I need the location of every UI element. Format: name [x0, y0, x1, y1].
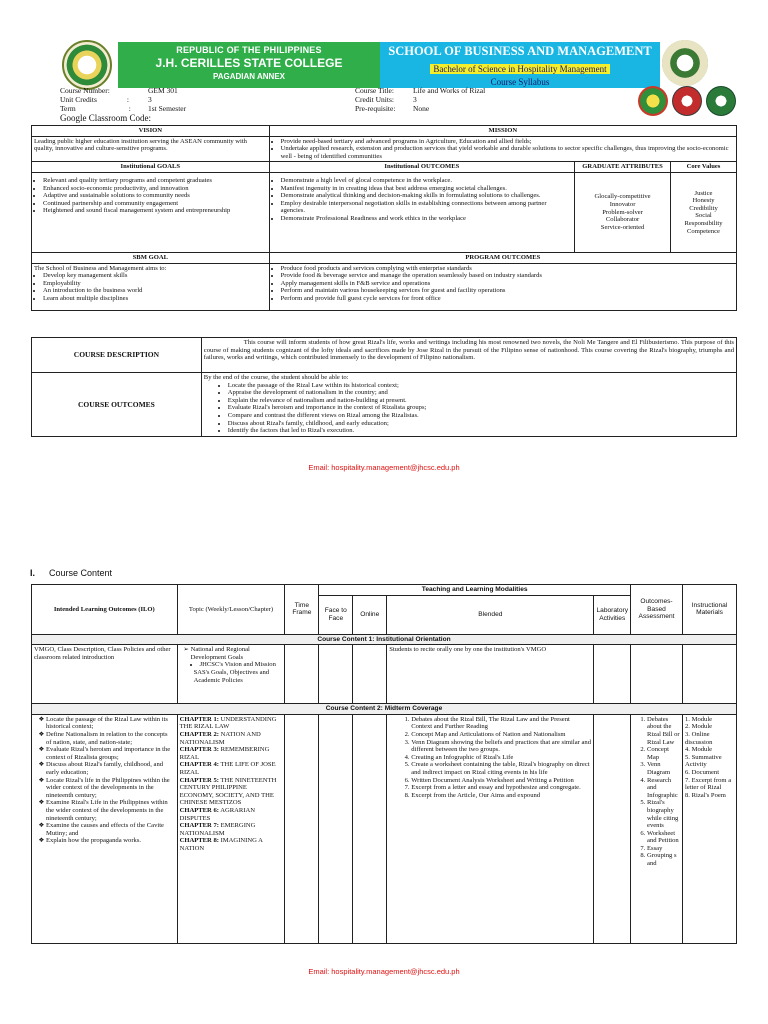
course-number-label: Course Number:	[60, 86, 110, 95]
assessment-header: Outcomes-Based Assessment	[631, 585, 683, 635]
cc1-ilo: VMGO, Class Description, Class Policies and other classroom related introduction	[32, 645, 178, 704]
cc2-f2f-cell	[319, 714, 353, 943]
cc2-ilo-item: ❖ Locate the passage of the Rizal Law within its historical context;	[46, 716, 175, 731]
section-heading	[30, 568, 112, 578]
cc2-lab-cell	[594, 714, 631, 943]
mission-item: • Undertake applied research, extension and production services that yield workable and durable solutions to sector specific challenges, thus improving the socio-economic well - being of identified communities	[281, 145, 734, 160]
cc2-blended-item: 6. Written Document Analysis Worksheet and Writing a Petition	[411, 777, 591, 785]
cc2-material-item: 3. Online discussion	[685, 730, 713, 746]
cc2-material-item: 5. Summative Activity	[685, 753, 722, 769]
prerequisite-label: Pre-requisite:	[355, 104, 396, 113]
outcomes-list	[272, 177, 572, 223]
program-outcome-item: • Perform and maintain various housekeeping services for guest and facility operations	[281, 287, 734, 295]
online-header: Online	[353, 595, 387, 634]
cc2-blended-item: 2. Concept Map and Articulations of Nation and Nationalism	[411, 731, 591, 739]
college-seal-logo	[62, 40, 112, 90]
course-number-value: GEM 301	[148, 86, 178, 95]
cc2-assessment-item: 8. Grouping s and	[647, 852, 680, 867]
vision-heading: VISION	[32, 126, 270, 137]
cc2-topic-item: CHAPTER 2: NATION AND NATIONALISM	[179, 730, 261, 746]
cc1-topic-list	[180, 646, 283, 661]
cc1-blended: Students to recite orally one by one the institution's VMGO	[387, 645, 594, 704]
cc2-material-item: 4. Module	[685, 746, 713, 754]
laboratory-header: Laboratory Activities	[594, 595, 631, 634]
badge-logo-2	[672, 86, 702, 116]
goal-item: • Continued partnership and community engagement	[43, 200, 267, 208]
sbm-goal-item: • Employability	[43, 280, 267, 288]
cc2-assessment-item: 1. Debates about the Rizal Bill or Rizal Law	[647, 716, 680, 746]
course-info-left: Course Number: GEM 301 Unit Credits : 3 Term : 1st Semester	[60, 86, 187, 113]
face-to-face-header: Face to Face	[319, 595, 353, 634]
mission-list	[272, 138, 734, 161]
cc2-ilo-item: ❖ Explain how the propaganda works.	[46, 837, 175, 845]
cc2-material-item: 2. Module	[685, 723, 713, 731]
cc2-ilo-item: ❖ Locate Rizal's life in the Philippines within the wider context of the developments in the nineteenth century;	[46, 777, 175, 800]
core-value-item: Responsibility	[684, 220, 723, 228]
attributes-heading: GRADUATE ATTRIBUTES	[575, 162, 671, 173]
cc2-assessment-list	[633, 716, 680, 868]
cc2-topic-item: CHAPTER 4: THE LIFE OF JOSE RIZAL	[179, 761, 276, 776]
course-title-label: Course Title:	[355, 86, 394, 95]
cc1-time-cell	[285, 645, 319, 704]
outcome-item: • Employ desirable interpersonal negotiation skills in establishing connections between among partner agencies.	[281, 200, 572, 215]
mission-item: • Provide need-based tertiary and advanced programs in Agriculture, Education and allied fields;	[281, 138, 734, 146]
vision-text: Leading public higher education institution serving the ASEAN community with quality, innovative and culture-sensitive programs.	[32, 136, 270, 162]
college-header-band	[118, 42, 380, 88]
email-footer: Email: hospitality.management@jhcsc.edu.ph	[308, 463, 460, 472]
cc2-assessment-item: 6. Worksheet and Petition	[647, 830, 680, 845]
sbm-goal-heading: SBM GOAL	[32, 252, 270, 263]
cc1-topic-item: SAS's Goals, Objectives and Academic Policies	[193, 668, 270, 684]
outcome-item: • Demonstrate a high level of glocal competence in the workplace.	[281, 177, 572, 185]
course-description-label: COURSE DESCRIPTION	[32, 338, 202, 373]
cc2-blended-list	[389, 716, 591, 800]
cc2-time-cell	[285, 714, 319, 943]
cc2-material-item: 6. Document	[685, 768, 720, 776]
program-outcome-item: • Produce food products and services complying with enterprise standards	[281, 265, 734, 273]
cc1-online-cell	[353, 645, 387, 704]
cc2-assessment-item: 5. Rizal's biography while citing events	[647, 799, 680, 829]
badge-logo-1	[638, 86, 668, 116]
course-content-2-heading: Course Content 2: Midterm Coverage	[32, 704, 737, 715]
school-header-band	[380, 42, 660, 88]
attribute-item: Innovator	[609, 201, 636, 209]
course-outcome-item: • Locate the passage of the Rizal Law within its historical context;	[228, 382, 734, 390]
attribute-item: Collaborator	[605, 216, 640, 224]
goals-list	[34, 177, 267, 215]
classroom-code-label: Google Classroom Code:	[60, 113, 151, 123]
attribute-item: Service-oriented	[600, 223, 645, 231]
modalities-header: Teaching and Learning Modalities	[319, 585, 631, 596]
course-outcome-item: • Compare and contrast the different views on Rizal among the Rizalistas.	[228, 412, 734, 420]
attribute-item: Glocally-competitive	[594, 193, 651, 201]
unit-credits-value: 3	[148, 95, 152, 104]
cc2-material-item: 8. Rizal's Poem	[685, 791, 726, 799]
program-outcome-item: • Apply management skills in F&B service and operations	[281, 280, 734, 288]
course-outcome-item: • Evaluate Rizal's heroism and importance in the context of Rizalista groups;	[228, 404, 734, 412]
badge-logo-3	[706, 86, 736, 116]
cc2-assessment-item: 4. Research and Infographic	[647, 777, 680, 800]
republic-label: REPUBLIC OF THE PHILIPPINES	[176, 45, 322, 55]
cc1-lab-cell	[594, 645, 631, 704]
course-outcomes-list	[204, 382, 734, 435]
cc1-assessment-cell	[631, 645, 683, 704]
vmgo-table	[31, 125, 737, 311]
core-value-item: Credibility	[689, 204, 718, 212]
cc2-ilo-item: ❖ Discuss about Rizal's family, childhood, and early education;	[46, 761, 175, 776]
ilo-header: Intended Learning Outcomes (ILO)	[32, 585, 178, 635]
attribute-item: Problem-solver	[602, 208, 643, 216]
outcome-item: • Demonstrate analytical thinking and decision-making skills in formulating solutions to challenges.	[281, 192, 572, 200]
core-value-item: Social	[695, 212, 712, 220]
cc2-blended-item: 3. Venn Diagram showing the beliefs and practices that are similar and different between the two groups.	[411, 739, 591, 754]
core-value-item: Justice	[694, 189, 713, 197]
cc2-topic-item: CHAPTER 8: IMAGINING A NATION	[179, 837, 263, 852]
course-outcome-item: • Discuss about Rizal's family, childhood, and early education;	[228, 420, 734, 428]
section-number: I.	[30, 568, 36, 578]
sbm-goal-intro: The School of Business and Management aims to:	[34, 264, 167, 272]
program-outcomes-list	[272, 265, 734, 303]
core-value-item: Honesty	[692, 197, 715, 205]
cc2-assessment-item: 7. Essay	[647, 845, 680, 853]
sbm-goal-item: • Learn about multiple disciplines	[43, 295, 267, 303]
cc2-ilo-list	[34, 716, 175, 845]
cc2-material-item: 7. Excerpt from a letter of Rizal	[685, 776, 732, 792]
cc2-topic-item: CHAPTER 7: EMERGING NATIONALISM	[179, 822, 256, 837]
program-outcome-item: • Provide food & beverage service and manage the operation seamlessly based on industry standards	[281, 272, 734, 280]
course-outcome-item: • Appraise the development of nationalism in the country; and	[228, 389, 734, 397]
term-label: Term	[60, 104, 76, 113]
outcome-item: • Demonstrate Professional Readiness and work ethics in the workplace	[281, 215, 572, 223]
cc1-f2f-cell	[319, 645, 353, 704]
goals-heading: Institutional GOALS	[32, 162, 270, 173]
cc2-assessment-item: 2. Concept Map	[647, 746, 680, 761]
document-type: Course Syllabus	[490, 77, 550, 87]
cc2-topic-item: CHAPTER 1: UNDERSTANDING THE RIZAL LAW	[179, 715, 277, 731]
section-title: Course Content	[49, 568, 113, 578]
course-outcomes-label: COURSE OUTCOMES	[32, 373, 202, 437]
prerequisite-value: None	[413, 104, 430, 113]
email-footer-2: Email: hospitality.management@jhcsc.edu.ph	[308, 967, 460, 976]
program-name: Bachelor of Science in Hospitality Management	[430, 64, 609, 74]
cc2-ilo-item: ❖ Examine Rizal's Life in the Philippines within the wider context of the developments in the nineteenth century;	[46, 799, 175, 822]
goal-item: • Relevant and quality tertiary programs and competent graduates	[43, 177, 267, 185]
cc2-topic-item: CHAPTER 5: THE NINETEENTH CENTURY PHILIPPINE ECONOMY, SOCIETY, AND THE CHINESE MESTIZOS	[179, 776, 277, 807]
outcomes-heading: Institutional OUTCOMES	[269, 162, 574, 173]
school-name: SCHOOL OF BUSINESS AND MANAGEMENT	[388, 44, 652, 58]
course-outcome-item: • Identify the factors that led to Rizal's execution.	[228, 427, 734, 435]
course-outcome-item: • Explain the relevance of nationalism and nation-building at present.	[228, 397, 734, 405]
sbm-goal-item: • Develop key management skills	[43, 272, 267, 280]
sbm-goal-list	[34, 272, 267, 302]
course-content-1-heading: Course Content 1: Institutional Orientation	[32, 634, 737, 645]
course-info-right	[355, 86, 485, 113]
goal-item: • Heightened and sound fiscal management system and entrepreneurship	[43, 207, 267, 215]
cc2-blended-item: 1. Debates about the Rizal Bill, The Rizal Law and the Present Context and Further Reading	[411, 716, 591, 731]
credit-units-value: 3	[413, 95, 417, 104]
cc2-material-item: 1. Module	[685, 715, 713, 723]
cc2-ilo-item: ❖ Examine the causes and effects of the Cavite Mutiny; and	[46, 822, 175, 837]
blended-header: Blended	[387, 595, 594, 634]
program-outcome-item: • Perform and provide full guest cycle services for front office	[281, 295, 734, 303]
cc1-topic-item: • JHCSC's Vision and Mission	[200, 661, 283, 669]
description-table	[31, 337, 737, 437]
college-name: J.H. CERILLES STATE COLLEGE	[155, 56, 343, 70]
core-value-item: Competence	[687, 227, 720, 235]
credit-units-label: Credit Units:	[355, 95, 394, 104]
cc2-ilo-item: ❖ Define Nationalism in relation to the concepts of nation, state, and nation-state;	[46, 731, 175, 746]
cc2-ilo-item: ❖ Evaluate Rizal's heroism and importance in the context of Rizalista groups;	[46, 746, 175, 761]
term-value: 1st Semester	[148, 104, 187, 113]
cc1-materials-cell	[683, 645, 737, 704]
outcome-item: • Manifest ingenuity in in creating ideas that best address emerging societal challenges.	[281, 185, 572, 193]
cc2-blended-item: 8. Excerpt from the Article, Our Aims and expound	[411, 792, 591, 800]
core-values-heading: Core Values	[671, 162, 737, 173]
time-frame-header: Time Frame	[285, 585, 319, 635]
unit-credits-label: Unit Credits	[60, 95, 97, 104]
cc2-topic-item: CHAPTER 3: REMEMBERING RIZAL	[179, 746, 270, 761]
cc1-topic-item: ➢ National and Regional Development Goals	[191, 646, 283, 661]
cc2-blended-item: 4. Creating an Infographic of Rizal's Life	[411, 754, 591, 762]
cc2-assessment-item: 3. Venn Diagram	[647, 761, 680, 776]
program-outcomes-heading: PROGRAM OUTCOMES	[269, 252, 736, 263]
cc2-online-cell	[353, 714, 387, 943]
goal-item: • Adaptive and sustainable solutions to community needs	[43, 192, 267, 200]
course-description-text: This course will inform students of how great Rizal's life, works and writings including his most renowned two novels, the Noli Me Tangere and El Filibusterismo. This purpose of this course of making students cognizant of the lofty ideals and sacrifices made by Jose Rizal in the pursuit of the Filipino sense of nationhood. This course covering the Rizal's biography, triumphs and failures, works and writings, which contributed immensely to the development of Filipino nationalism.	[201, 338, 736, 373]
course-outcomes-intro: By the end of the course, the student should be able to:	[203, 374, 349, 381]
course-content-table	[31, 584, 737, 944]
mission-heading: MISSION	[269, 126, 736, 137]
sbm-goal-item: • An introduction to the business world	[43, 287, 267, 295]
materials-header: Instructional Materials	[683, 585, 737, 635]
cc2-topic-item: CHAPTER 6: AGRARIAN DISPUTES	[179, 806, 256, 822]
goal-item: • Enhanced socio-economic productivity, and innovation	[43, 185, 267, 193]
sbm-seal-logo	[662, 40, 708, 86]
cc2-blended-item: 7. Excerpt from a letter and essay and hypothesize and congregate.	[411, 784, 591, 792]
cc2-blended-item: 5. Create a worksheet containing the table, Rizal's biography on direct and indirect impact on Rizal citing events in his life	[411, 761, 591, 776]
annex-name: PAGADIAN ANNEX	[212, 72, 285, 81]
course-title-value: Life and Works of Rizal	[413, 86, 486, 95]
topic-header: Topic (Weekly/Lesson/Chapter)	[177, 585, 285, 635]
